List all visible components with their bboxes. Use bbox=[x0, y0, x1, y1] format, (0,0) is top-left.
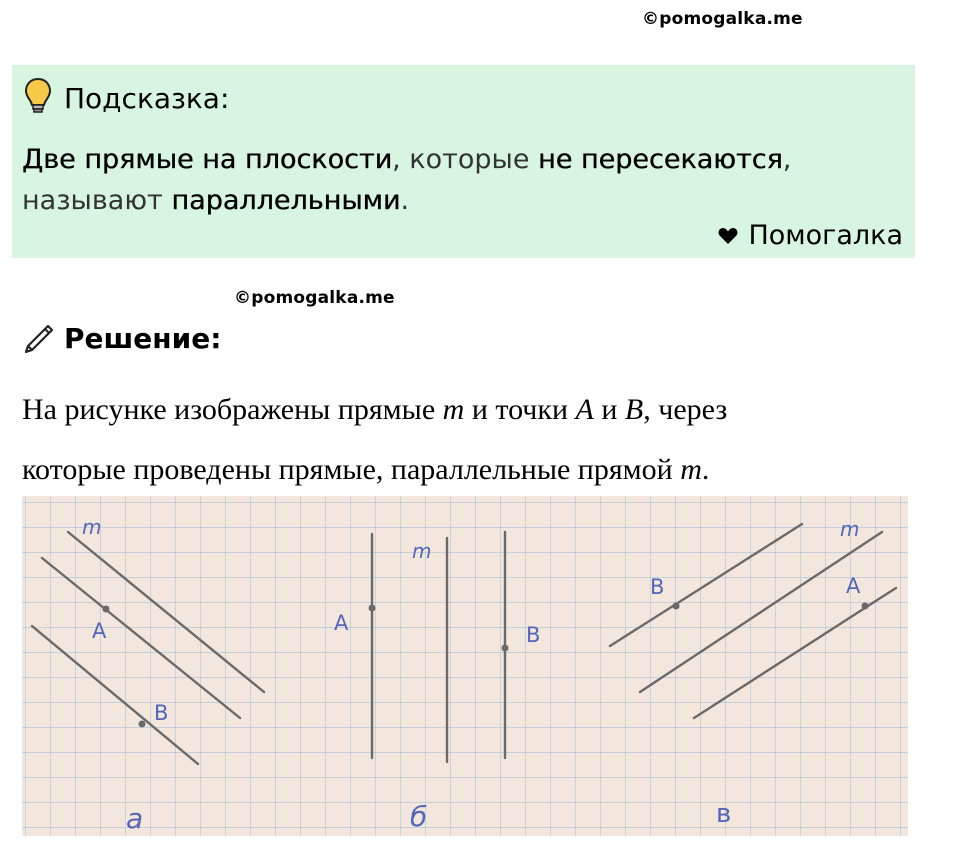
point-B-a bbox=[139, 721, 146, 728]
solution-text-part: которые проведены прямые, параллельные прямой bbox=[22, 453, 681, 486]
hint-signature bbox=[718, 220, 903, 251]
solution-text-part: На рисунке изображены прямые bbox=[22, 393, 443, 426]
label-B-c: B bbox=[650, 575, 665, 599]
watermark: ©pomogalka.me bbox=[642, 9, 803, 29]
label-A-a: A bbox=[92, 619, 107, 643]
caption-b: б bbox=[410, 800, 428, 833]
solution-text-part: и точки bbox=[464, 393, 576, 426]
label-B-a: B bbox=[154, 701, 169, 725]
var-m: m bbox=[680, 453, 702, 486]
hint-text-part: . bbox=[400, 185, 410, 216]
point-A-a bbox=[103, 606, 110, 613]
point-A-c bbox=[862, 603, 869, 610]
hint-title: Подсказка: bbox=[64, 81, 230, 115]
label-B-b: B bbox=[526, 623, 541, 647]
label-A-c: A bbox=[846, 574, 861, 598]
lightbulb-icon bbox=[24, 77, 52, 119]
var-A: A bbox=[575, 393, 594, 426]
hint-text-part: , bbox=[782, 144, 792, 175]
solution-text-part: и bbox=[593, 393, 625, 426]
label-m-c: m bbox=[840, 517, 860, 541]
notebook-drawing bbox=[22, 496, 908, 836]
solution-header bbox=[22, 318, 221, 358]
point-B-b bbox=[502, 645, 509, 652]
hint-box bbox=[12, 65, 915, 258]
watermark: ©pomogalka.me bbox=[234, 288, 395, 308]
solution-text-part: , через bbox=[643, 393, 728, 426]
solution-text bbox=[22, 380, 922, 500]
solution-text-part: . bbox=[701, 453, 710, 486]
solution-title: Решение: bbox=[64, 321, 222, 355]
var-B: B bbox=[624, 393, 644, 426]
caption-a: а bbox=[126, 802, 144, 835]
hint-text-part: , которые bbox=[392, 144, 539, 175]
label-A-b: A bbox=[334, 611, 349, 635]
var-m: m bbox=[442, 393, 465, 426]
hint-term-parallel: параллельными bbox=[171, 185, 401, 216]
label-m-b: m bbox=[412, 539, 432, 563]
point-A-b bbox=[369, 605, 376, 612]
heart-icon bbox=[718, 227, 738, 245]
hint-text bbox=[22, 139, 902, 221]
hint-text-part: называют bbox=[22, 185, 172, 216]
pencil-icon bbox=[22, 318, 58, 358]
hint-term-nonintersect: не пересекаются bbox=[538, 144, 783, 175]
hint-header bbox=[24, 77, 229, 119]
point-B-c bbox=[673, 603, 680, 610]
label-m-a: m bbox=[82, 515, 102, 539]
signature-text: Помогалка bbox=[748, 220, 903, 251]
hint-term-lines: Две прямые на плоскости bbox=[22, 144, 393, 175]
caption-c: в bbox=[716, 799, 732, 829]
